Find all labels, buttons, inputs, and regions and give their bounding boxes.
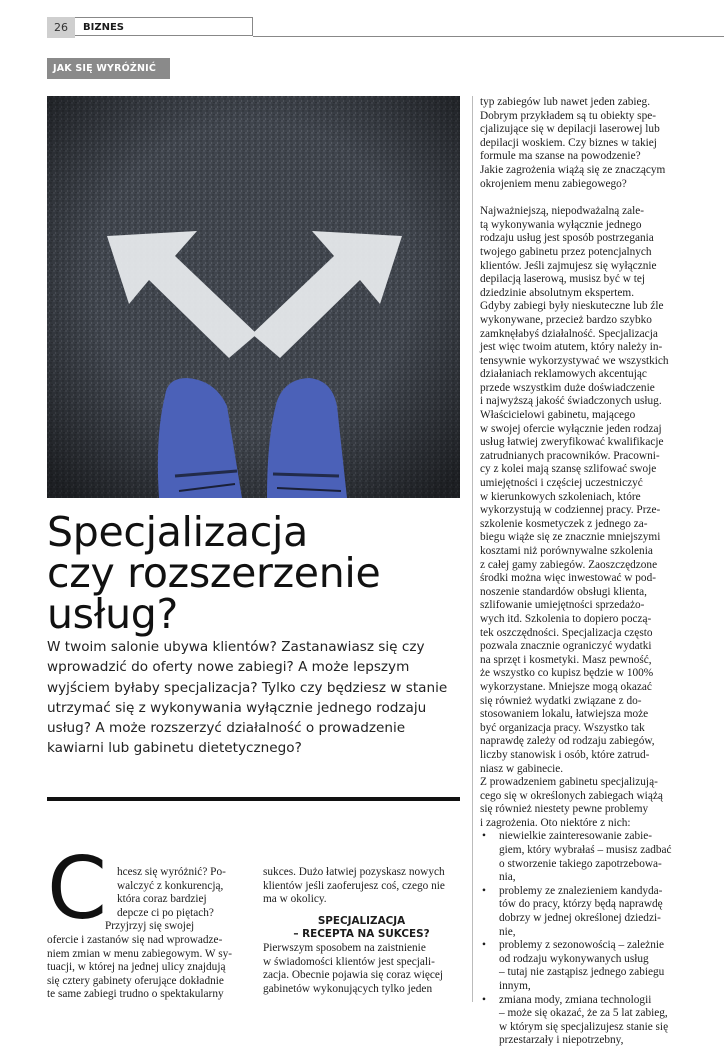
- body-line: typ zabiegów lub nawet jeden zabieg.: [480, 96, 651, 108]
- body-line: na sprzęt i kosmetyki. Masz pewność,: [480, 653, 652, 666]
- body-line: pozwala znacznie ograniczyć wydatki: [480, 640, 652, 653]
- body-line: Dobrym przykładem są tu obiekty spe-: [480, 109, 657, 122]
- body-line: sukces. Dużo łatwiej pozyskasz nowych: [263, 866, 445, 878]
- body-line: przede wszystkim duże doświadczenie: [480, 381, 655, 394]
- bullet-line: od rodzaju wykonywanych usług: [499, 952, 649, 965]
- body-line: gabinetów wykonujących tylko jeden: [263, 982, 433, 995]
- section-tag: JAK SIĘ WYRÓŻNIĆ: [47, 58, 170, 79]
- body-line: niasz w gabinecie.: [480, 762, 564, 775]
- body-line: szkolenie kosmetyczek z jednego za-: [480, 517, 648, 530]
- body-column-3: [480, 96, 680, 1048]
- body-line: i zagrożenia. Oto niektóre z nich:: [480, 816, 631, 829]
- headline-line: usług?: [47, 590, 178, 638]
- body-line: ma w okolicy.: [263, 893, 327, 906]
- section-title: BIZNES: [75, 17, 253, 36]
- lead-line: usług? A może rozszerzyć działalność o prowadzenie: [47, 720, 406, 737]
- body-line: zamknęłabyś działalność. Specjalizacja: [480, 327, 658, 340]
- body-line: tuacji, w której na jednej ulicy znajdują: [47, 961, 226, 974]
- bullet-line: innym,: [499, 980, 531, 992]
- body-line: depilacji woskiem. Czy biznes w takiej: [480, 136, 657, 149]
- body-line: cy z kolei mają szansę szlifować swoje: [480, 463, 657, 476]
- body-line: jest więc twoim atutem, który należy in-: [480, 341, 663, 354]
- article-photo: [47, 96, 460, 498]
- bullet-line: o stworzenie takiego zapotrzebowa-: [499, 857, 662, 870]
- lead-line: wprowadzić do oferty nowe zabiegi? A może lepszym: [47, 659, 410, 676]
- body-line: wykorzystują w codziennej pracy. Prze-: [480, 504, 661, 517]
- body-line: klientów jeśli zaoferujesz coś, czego nie: [263, 879, 445, 892]
- bullet-line: przestarzały i niepotrzebny,: [499, 1034, 624, 1047]
- body-line: tą wykonywania wyłącznie jednego: [480, 218, 642, 231]
- body-line: Właścicielowi gabinetu, mającego: [480, 409, 636, 422]
- body-line: kosztami niż porównywalne szkolenia: [480, 545, 653, 557]
- body-line: twojego gabinetu przez potencjalnych: [480, 245, 652, 258]
- body-line: stosowaniem lokalu, łatwiejsza może: [480, 708, 649, 721]
- body-line: depilacją laserową, musisz być w tej: [480, 273, 646, 286]
- body-line: się cztery gabinety oferujące dokładnie: [47, 974, 224, 987]
- lead-line: wyjściem byłaby specjalizacja? Tylko czy będziesz w stanie: [47, 679, 448, 696]
- body-line: zatrudnianych pracowników. Pracowni-: [480, 449, 660, 462]
- body-line: te same zabiegi trudno o spektakularny: [47, 988, 224, 1001]
- headline-line: Specjalizacja: [47, 508, 308, 556]
- body-line: Z prowadzeniem gabinetu specjalizują-: [480, 776, 658, 789]
- body-line: biegu wiąże się ze znacznie mniejszymi: [480, 531, 661, 544]
- body-line: Jakie zagrożenia wiążą się ze znaczącym: [480, 163, 666, 176]
- bullet-item: • zmiana mody, zmiana technologii: [480, 994, 680, 1008]
- lead-line: kawiarni lub gabinetu dietetycznego?: [47, 740, 302, 757]
- body-line: wykorzystane. Mniejsze mogą okazać: [480, 680, 652, 693]
- body-line: i najwyższą jakość świadczonych usług.: [480, 395, 662, 408]
- arrows-road-shoes-icon: [47, 96, 460, 498]
- bullet-item: • niewielkie zainteresowanie zabie-: [480, 830, 680, 844]
- body-line: Przyjrzyj się swojej: [105, 920, 195, 933]
- body-line: noszenie standardów obsługi klienta,: [480, 585, 647, 598]
- body-line: z całej gamy zabiegów. Zaoszczędzone: [480, 558, 658, 571]
- lead-line: utrzymać się z wykonywania wyłącznie jednego rodzaju: [47, 699, 427, 716]
- bullet-line: nie,: [499, 925, 516, 938]
- section-divider: [47, 797, 460, 801]
- body-line: która coraz bardziej: [117, 893, 207, 906]
- body-line: dziedzinie absolutnym ekspertem.: [480, 286, 635, 299]
- lead-line: W twoim salonie ubywa klientów? Zastanawiasz się czy: [47, 639, 425, 655]
- bullet-line: nia,: [499, 871, 516, 884]
- body-line: wych itd. Szkolenia to dopiero począ-: [480, 612, 652, 625]
- body-line: hcesz się wyróżnić? Po-: [117, 866, 226, 878]
- body-line: usług łatwiej zweryfikować kwalifikacje: [480, 436, 664, 449]
- body-line: tek oszczędności. Specjalizacja często: [480, 626, 653, 639]
- body-line: klientów. Jeśli zajmujesz się wyłącznie: [480, 259, 657, 272]
- body-line: szlifowanie umiejętności sprzedażo-: [480, 599, 645, 612]
- article-headline: [47, 508, 467, 638]
- body-line: Gdyby zabiegi były nieskuteczne lub źle: [480, 300, 664, 313]
- body-line: się również wydatki związane z do-: [480, 694, 642, 707]
- body-line: się również niestety pewne problemy: [480, 803, 649, 816]
- body-line: że wszystko co kupisz będzie w 100%: [480, 667, 654, 680]
- body-line: ofercie i zastanów się nad wprowadze-: [47, 933, 223, 946]
- page-number: 26: [47, 17, 75, 38]
- column-divider: [472, 96, 473, 1002]
- bullet-line: giem, który wybrałaś – musisz zadbać: [499, 844, 672, 857]
- body-line: w kierunkowych szkoleniach, które: [480, 490, 641, 503]
- header-rule: [253, 36, 724, 37]
- body-line: rodzaju usług jest sposób postrzegania: [480, 232, 654, 245]
- bullet-line: w którym się specjalizujesz stanie się: [499, 1020, 669, 1033]
- body-line: działaniach reklamowych akcentując: [480, 368, 647, 381]
- body-line: cjalizujące się w depilacji laserowej lub: [480, 123, 660, 136]
- body-line: cego się w określonych zabiegach wiążą: [480, 789, 663, 802]
- body-line: naprawdę zależy od rodzaju zabiegów,: [480, 735, 655, 748]
- bullet-item: • problemy z sezonowością – zależnie: [480, 939, 680, 953]
- body-line: być organizacja pracy. Wszystko tak: [480, 721, 645, 734]
- headline-line: czy rozszerzenie: [47, 549, 381, 597]
- body-column-1: [47, 866, 247, 1002]
- body-line: walczyć z konkurencją,: [117, 879, 224, 892]
- body-line: Pierwszym sposobem na zaistnienie: [263, 941, 426, 954]
- body-line: w świadomości klientów jest specjali-: [263, 955, 435, 968]
- bullet-line: dobrzy w jednej określonej dziedzi-: [499, 912, 661, 925]
- body-line: w swojej ofercie wyłącznie jeden rodzaj: [480, 422, 662, 435]
- body-line: tensywnie wykorzystywać we wszystkich: [480, 354, 669, 367]
- body-line: okrojeniem menu zabiegowego?: [480, 177, 627, 190]
- body-line: liczby stanowisk i osób, które zatrud-: [480, 748, 650, 761]
- bullet-line: – może się okazać, że za 5 lat zabieg,: [499, 1007, 668, 1020]
- body-line: Najważniejszą, niepodważalną zale-: [480, 205, 645, 218]
- subheading: SPECJALIZACJA: [317, 914, 406, 927]
- bullet-line: – tutaj nie zastąpisz jednego zabiegu: [499, 966, 665, 979]
- lead-paragraph: [47, 637, 465, 759]
- body-line: środki można więc inwestować w pod-: [480, 572, 656, 585]
- body-line: formule ma szanse na powodzenie?: [480, 150, 641, 163]
- bullet-line: tów do pracy, którzy będą naprawdę: [499, 898, 663, 911]
- body-column-2: [263, 866, 460, 996]
- bullet-item: • problemy ze znalezieniem kandyda-: [480, 885, 680, 899]
- body-line: umiejętności i częściej uczestniczyć: [480, 477, 643, 490]
- body-line: zacja. Obecnie pojawia się coraz więcej: [263, 969, 444, 982]
- subheading: – RECEPTA NA SUKCES?: [293, 928, 430, 941]
- body-line: wykonywane, przecież bardzo szybko: [480, 313, 652, 326]
- body-line: depcze ci po piętach?: [117, 906, 214, 919]
- body-line: niem zmian w menu zabiegowym. W sy-: [47, 947, 232, 960]
- drop-cap: C: [47, 839, 108, 939]
